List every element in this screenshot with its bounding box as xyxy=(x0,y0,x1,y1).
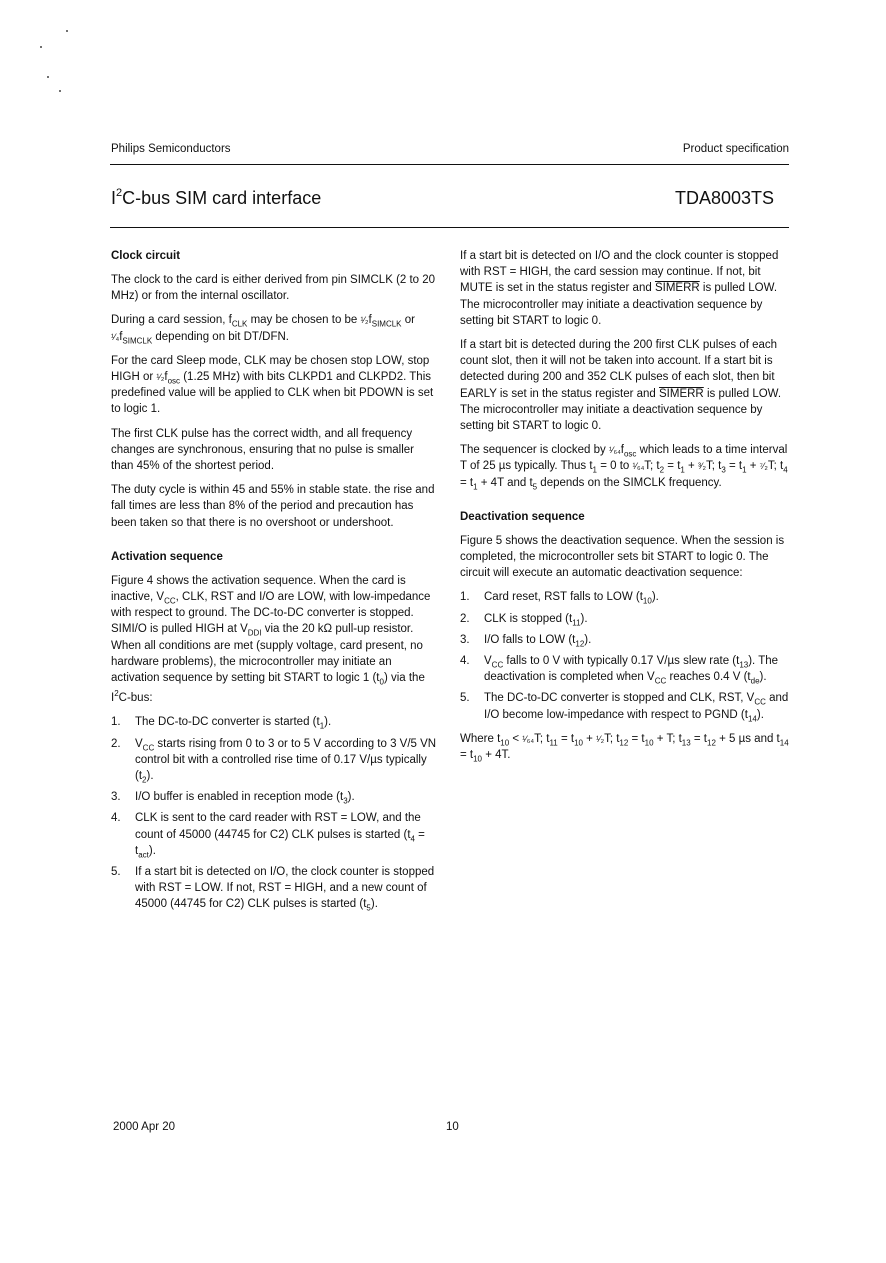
list-item: 1. Card reset, RST falls to LOW $(t_{10})$. xyxy=(460,591,659,606)
list-item: 4. $V_{CC}$ falls to 0 V with typically 0.17 V/µs slew rate $(t_{13})$. The deactivation is completed when $V_{CC}$ reaches 0.4 V $(t_{de})$. xyxy=(460,655,779,686)
activation-intro: Figure 4 shows the activation sequence. When the card is inactive, $V_{CC}$, CLK, RST and I/O are LOW, with low-impedance with respect to ground. The DC-to-DC converter is stopped. SIMI/O is pulled HIGH at $V_{DDI}$ via the 20 kΩ pull-up resistor. When all conditions are met (supply voltage, card present, no hardware problems), the microcontroller may initiate an activation sequence by setting bit START to logic 1 $(t_0)$ via the $I^2C$-bus: xyxy=(111,574,431,705)
list-item: 2. $V_{CC}$ starts rising from 0 to 3 or to 5 V according to 3 V/5 VN control bit with a controlled rise time of 0.17 V/µs typically $(t_2)$. xyxy=(111,737,437,785)
deactivation-heading: Deactivation sequence xyxy=(460,510,585,523)
clock-paragraph-4: The first CLK pulse has the correct width, and all frequency changes are synchronous, ensuring that no pulse is smaller than 45% of the shortest period. xyxy=(111,427,415,473)
scan-speck xyxy=(59,90,61,92)
list-item: 1. The DC-to-DC converter is started $(t_1)$. xyxy=(111,716,332,731)
company-name: Philips Semiconductors xyxy=(111,143,231,155)
timing-summary: Where $t_{10}$ < ¹⁄₆₄T; $t_{11} = t_{10}$ + ¹⁄₂T; $t_{12} = t_{10} + T$; $t_{13} = t_{12} + 5$ µs and $t_{14} = t_{10} + 4T$. xyxy=(460,732,789,764)
right-paragraph-1: If a start bit is detected on I/O and the clock counter is stopped with RST = HIGH, the card session may continue. If not, bit MUTE is set in the status register and SIMERR is pulled LOW. The microcontroller may initiate a deactivation sequence by setting bit START to logic 0. xyxy=(460,250,779,327)
clock-paragraph-2: During a card session, $f_{CLK}$ may be chosen to be $^1⁄_2f_{SIMCLK}$ or $^1⁄_4f_{SIMCLK}$ depending on bit DT/DFN. xyxy=(111,314,415,345)
list-item: 3. I/O falls to LOW $(t_{12})$. xyxy=(460,633,592,649)
activation-list xyxy=(111,714,439,912)
clock-paragraph-3: For the card Sleep mode, CLK may be chosen stop LOW, stop HIGH or $^1⁄_2f_{osc}$ (1.25 MHz) with bits CLKPD1 and CLKPD2. This predefined value will be applied to CLK when bit PDOWN is set to logic 1. xyxy=(111,354,434,416)
scan-speck xyxy=(47,76,49,78)
list-item: 3. I/O buffer is enabled in reception mode $(t_3)$. xyxy=(111,791,355,806)
deactivation-list xyxy=(460,589,790,722)
part-number: TDA8003TS xyxy=(674,188,774,208)
right-column xyxy=(460,248,790,771)
activation-heading: Activation sequence xyxy=(111,550,223,563)
page-number: 10 xyxy=(446,1121,459,1133)
document-type: Product specification xyxy=(682,143,789,155)
scan-speck xyxy=(40,46,42,48)
list-item: 4. CLK is sent to the card reader with RST = LOW, and the count of 45000 (44745 for C2) CLK pulses is started $(t_4 = t_{act})$. xyxy=(111,812,425,860)
scan-speck xyxy=(66,30,68,32)
left-column xyxy=(111,248,439,921)
clock-paragraph-5: The duty cycle is within 45 and 55% in stable state. the rise and fall times are less than 8% of the period and precaution has been taken so that there is no overshoot or undershoot. xyxy=(111,484,435,529)
clock-circuit-heading: Clock circuit xyxy=(111,250,181,262)
list-item: 2. CLK is stopped $(t_{11})$. xyxy=(460,612,588,627)
right-paragraph-2: If a start bit is detected during the 200 first CLK pulses of each count slot, then it will not be taken into account. If a start bit is detected during 200 and 352 CLK pulses of each slot, then bit EARLY is set in the status register and SIMERR is pulled LOW. The microcontroller may initiate a deactivation sequence by setting bit START to logic 0. xyxy=(460,339,782,433)
list-item: 5. The DC-to-DC converter is stopped and CLK, RST, $V_{CC}$ and I/O become low-impedance with respect to PGND $(t_{14})$. xyxy=(460,692,789,723)
clock-paragraph-1: The clock to the card is either derived from pin SIMCLK (2 to 20 MHz) or from the internal oscillator. xyxy=(111,274,436,303)
title-rule xyxy=(110,227,789,228)
right-paragraph-3: The sequencer is clocked by $^1⁄_{64}f_{osc}$ which leads to a time interval T of 25 µs typically. Thus $t_1 = 0$ to ¹⁄₆₄T; $t_2 = t_1$ + ³⁄₂T; $t_3 = t_1$ + ⁷⁄₂T; $t_4 = t_1 + 4T$ and $t_5$ depends on the SIMCLK frequency. xyxy=(460,444,788,491)
footer-date: 2000 Apr 20 xyxy=(113,1121,176,1133)
deactivation-intro: Figure 5 shows the deactivation sequence. When the session is completed, the microcontroller sets bit START to logic 0. The circuit will execute an automatic deactivation sequence: xyxy=(460,534,785,580)
list-item: 5. If a start bit is detected on I/O, the clock counter is stopped with RST = LOW. If not, RST = HIGH, and a new count of 45000 (44745 for C2) CLK pulses is started $(t_5)$. xyxy=(111,865,435,913)
header-rule xyxy=(110,164,789,165)
document-title: $I^2C$-bus SIM card interface xyxy=(111,187,322,208)
